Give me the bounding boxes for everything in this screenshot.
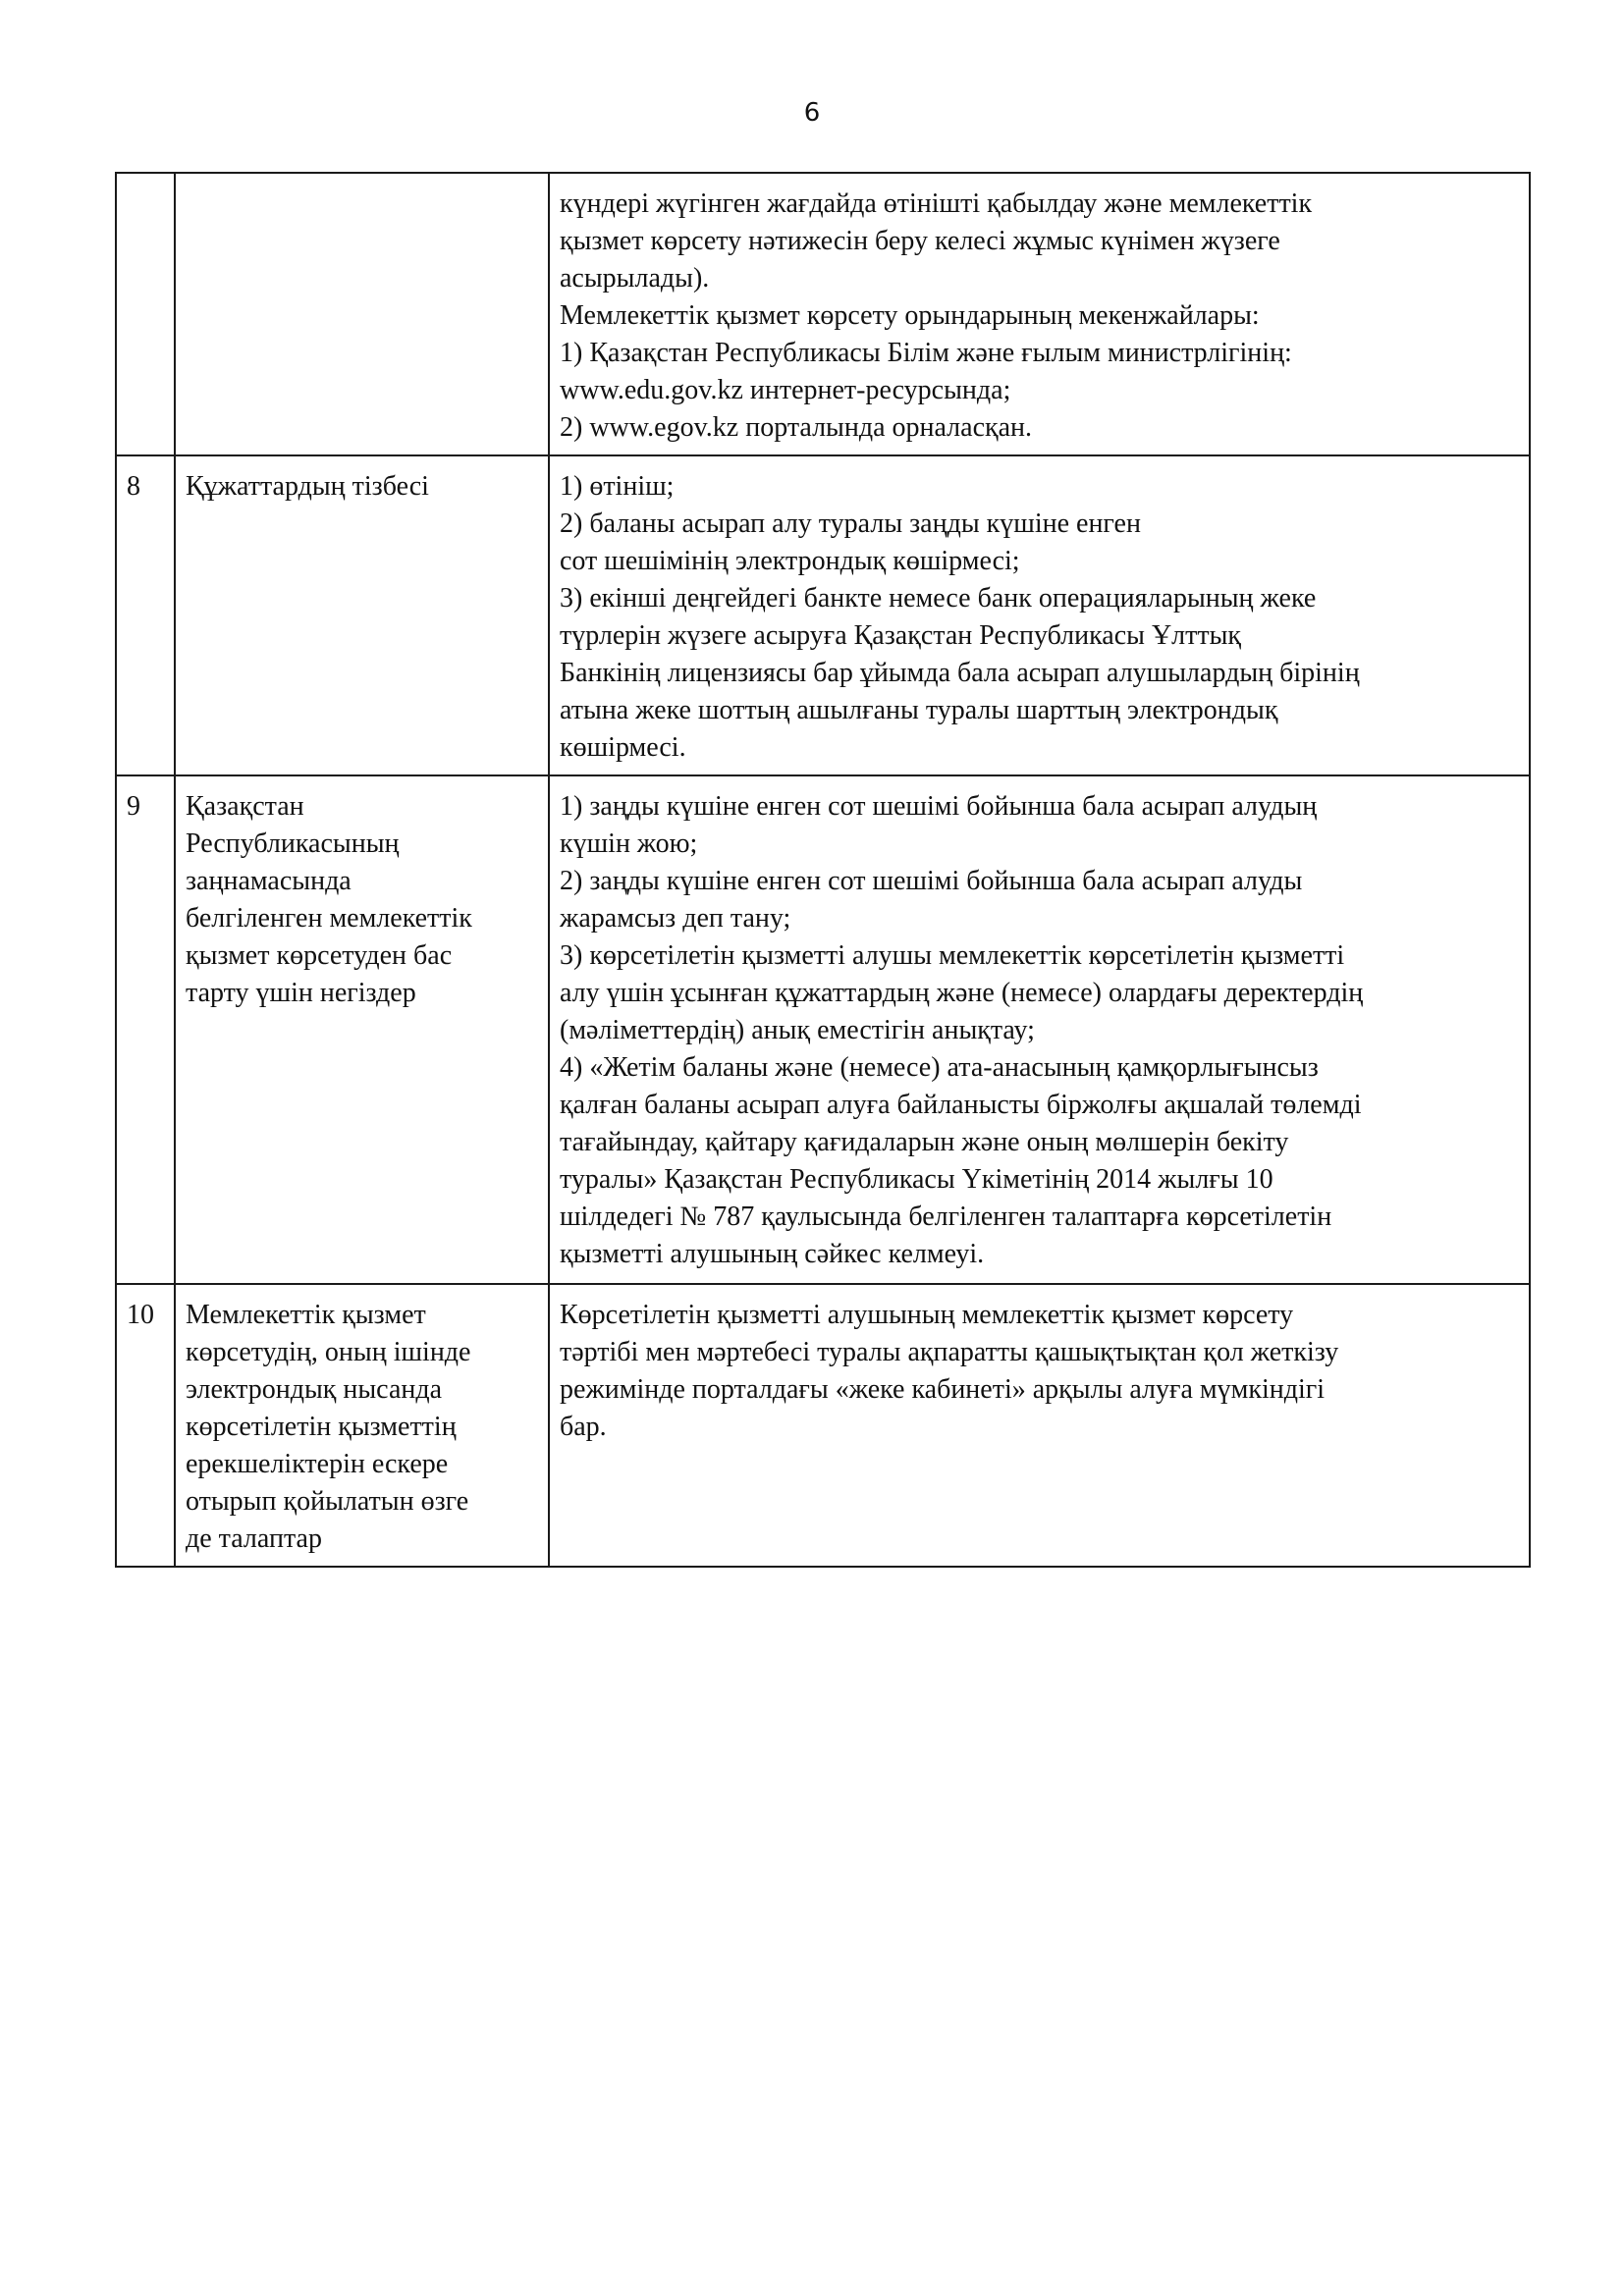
- content-line: бар.: [560, 1412, 607, 1442]
- row-content-cell: [549, 455, 1530, 775]
- row-name-cell: [175, 173, 549, 455]
- content-line: режимінде порталдағы «жеке кабинеті» арқылы алуға мүмкіндігі: [560, 1374, 1326, 1405]
- content-line: жарамсыз деп тану;: [560, 903, 791, 934]
- name-line: ерекшеліктерін ескере: [186, 1449, 449, 1479]
- content-line: (мәліметтердің) анық еместігін анықтау;: [560, 1015, 1035, 1045]
- content-line: туралы» Қазақстан Республикасы Үкіметінің 2014 жылғы 10: [560, 1164, 1273, 1195]
- row-number-cell: 10: [116, 1284, 175, 1567]
- content-line: 3) екінші деңгейдегі банкте немесе банк операцияларының жеке: [560, 583, 1317, 614]
- row-content-cell: [549, 1284, 1530, 1567]
- row-name-cell: [175, 455, 549, 775]
- content-line: 1) заңды күшіне енген сот шешімі бойынша бала асырап алудың: [560, 791, 1318, 822]
- name-line: тарту үшін негіздер: [186, 978, 416, 1008]
- content-line: қызметті алушының сәйкес келмеуі.: [560, 1239, 985, 1269]
- name-line: заңнамасында: [186, 866, 352, 896]
- content-line: тәртібі мен мәртебесі туралы ақпаратты қашықтықтан қол жеткізу: [560, 1337, 1339, 1367]
- content-line: Мемлекеттік қызмет көрсету орындарының мекенжайлары:: [560, 300, 1260, 331]
- name-line: отырып қойылатын өзге: [186, 1486, 469, 1517]
- name-line: көрсетілетін қызметтің: [186, 1412, 457, 1442]
- table-row: [116, 173, 1530, 455]
- name-line: белгіленген мемлекеттік: [186, 903, 472, 934]
- table-row: [116, 1284, 1530, 1567]
- name-line: Құжаттардың тізбесі: [186, 471, 429, 502]
- content-line: қызмет көрсету нәтижесін беру келесі жұмыс күнімен жүзеге: [560, 226, 1280, 256]
- link-text-egov: 2) www.egov.kz порталында орналасқан.: [560, 412, 1033, 443]
- content-line: Көрсетілетін қызметті алушының мемлекеттік қызмет көрсету: [560, 1300, 1294, 1330]
- name-line: көрсетудің, оның ішінде: [186, 1337, 471, 1367]
- row-number-cell: [116, 173, 175, 455]
- row-name-cell: [175, 775, 549, 1284]
- content-line: шілдедегі № 787 қаулысында белгіленген талаптарға көрсетілетін: [560, 1201, 1332, 1232]
- content-line: 4) «Жетім баланы және (немесе) ата-анасының қамқорлығынсыз: [560, 1052, 1319, 1083]
- content-line: тағайындау, қайтару қағидаларын және оның мөлшерін бекіту: [560, 1127, 1289, 1157]
- name-line: электрондық нысанда: [186, 1374, 443, 1405]
- row-number-cell: 9: [116, 775, 175, 1284]
- content-line: сот шешімінің электрондық көшірмесі;: [560, 546, 1020, 576]
- content-line: күшін жою;: [560, 828, 698, 859]
- content-line: көшірмесі.: [560, 732, 686, 763]
- row-content-cell: [549, 775, 1530, 1284]
- table-row: [116, 775, 1530, 1284]
- content-line: 2) заңды күшіне енген сот шешімі бойынша бала асырап алуды: [560, 866, 1303, 896]
- content-line: қалған баланы асырап алуға байланысты біржолғы ақшалай төлемді: [560, 1090, 1362, 1120]
- content-line: түрлерін жүзеге асыруға Қазақстан Республикасы Ұлттық: [560, 620, 1242, 651]
- page-number: 6: [803, 98, 821, 128]
- content-line: Банкінің лицензиясы бар ұйымда бала асырап алушылардың бірінің: [560, 658, 1360, 688]
- name-line: де талаптар: [186, 1523, 322, 1554]
- content-line: 1) Қазақстан Республикасы Білім және ғылым министрлігінің:: [560, 338, 1292, 368]
- content-line: асырылады).: [560, 263, 710, 294]
- table-row: [116, 455, 1530, 775]
- name-line: Мемлекеттік қызмет: [186, 1300, 426, 1330]
- content-line: 2) баланы асырап алу туралы заңды күшіне енген: [560, 508, 1141, 539]
- name-line: қызмет көрсетуден бас: [186, 940, 453, 971]
- row-content-cell: [549, 173, 1530, 455]
- content-line: 3) көрсетілетін қызметті алушы мемлекеттік көрсетілетін қызметті: [560, 940, 1345, 971]
- content-line: алу үшін ұсынған құжаттардың және (немесе) олардағы деректердің: [560, 978, 1364, 1008]
- content-line: 1) өтініш;: [560, 471, 675, 502]
- row-name-cell: [175, 1284, 549, 1567]
- link-text-edu-gov: www.edu.gov.kz интернет-ресурсында;: [560, 375, 1011, 405]
- name-line: Республикасының: [186, 828, 400, 859]
- content-line: күндері жүгінген жағдайда өтінішті қабылдау және мемлекеттік: [560, 188, 1313, 219]
- service-standard-table: [115, 172, 1531, 1568]
- row-number-cell: 8: [116, 455, 175, 775]
- content-line: атына жеке шоттың ашылғаны туралы шарттың электрондық: [560, 695, 1278, 725]
- name-line: Қазақстан: [186, 791, 304, 822]
